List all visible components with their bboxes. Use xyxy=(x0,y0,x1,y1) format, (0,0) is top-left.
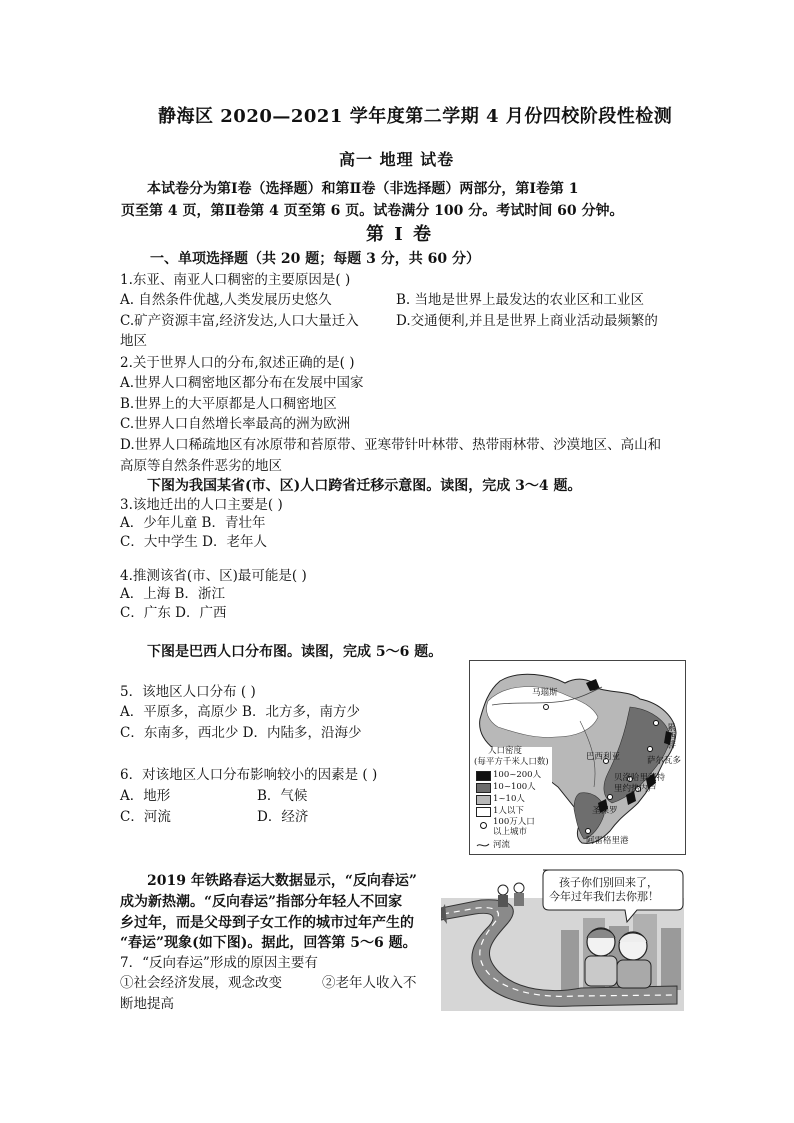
brazil-population-map xyxy=(469,660,686,855)
passage-line-3: 乡过年，而是父母到子女工作的城市过年产生的 xyxy=(120,915,414,931)
cartoon-speech-line-2: 今年过年我们去你那！ xyxy=(549,890,659,903)
exam-subtitle: 高一 地理 试卷 xyxy=(339,150,455,169)
q6-option-b: B．气候 xyxy=(257,788,308,804)
label-sao-paulo: 圣保罗 xyxy=(592,806,618,816)
q7-option-2-cont: 断地提高 xyxy=(120,996,174,1012)
legend-swatch-light xyxy=(476,795,491,805)
q3-options-ab: A．少年儿童 B．青壮年 xyxy=(120,515,266,531)
legend-city-icon xyxy=(480,822,487,829)
legend-medium: 10~100人 xyxy=(493,782,536,792)
q4-options-cd: C．广东 D．广西 xyxy=(120,605,227,621)
reverse-spring-migration-cartoon xyxy=(441,868,684,1011)
q7-stem: 7．“反向春运”形成的原因主要有 xyxy=(120,955,318,971)
legend-river-icon xyxy=(476,841,490,849)
legend-title-unit: (每平方千米人口数) xyxy=(474,757,549,767)
q1-option-a: A. 自然条件优越,人类发展历史悠久 xyxy=(120,292,332,308)
lead-q5-q6: 下图是巴西人口分布图。读图，完成 5～6 题。 xyxy=(147,644,443,660)
q6-option-d: D．经济 xyxy=(257,809,309,825)
legend-light: 1~10人 xyxy=(493,794,525,804)
q6-option-c: C．河流 xyxy=(120,809,171,825)
q3-stem: 3.该地迁出的人口主要是( ) xyxy=(120,497,283,513)
q2-option-d: D.世界人口稀疏地区有冰原带和苔原带、亚寒带针叶林带、热带雨林带、沙漠地区、高山和 xyxy=(120,437,662,453)
legend-swatch-sparse xyxy=(476,807,491,817)
label-manaus: 马瑙斯 xyxy=(532,688,558,698)
q4-stem: 4.推测该省(市、区)最可能是( ) xyxy=(120,568,307,584)
q1-option-d-cont: 地区 xyxy=(120,333,147,349)
q2-option-c: C.世界人口自然增长率最高的洲为欧洲 xyxy=(120,416,351,432)
q5-options-ab: A．平原多，高原少 B．北方多，南方少 xyxy=(120,704,360,720)
q1-option-d: D.交通便利,并且是世界上商业活动最频繁的 xyxy=(396,313,658,329)
label-salvador: 萨尔瓦多 xyxy=(647,756,682,766)
exam-title: 静海区 2020—2021 学年度第二学期 4 月份四校阶段性检测 xyxy=(158,106,673,127)
intro-line-1: 本试卷分为第Ⅰ卷（选择题）和第Ⅱ卷（非选择题）两部分，第Ⅰ卷第 1 xyxy=(147,181,579,197)
q2-option-d-cont: 高原等自然条件恶劣的地区 xyxy=(120,458,282,474)
q7-option-2: ②老年人收入不 xyxy=(322,975,417,991)
label-belo-horizonte: 贝洛哈里藏特 xyxy=(614,773,666,783)
q2-option-b: B.世界上的大平原都是人口稠密地区 xyxy=(120,396,337,412)
q1-option-b: B. 当地是世界上最发达的农业区和工业区 xyxy=(396,292,645,308)
legend-swatch-dense xyxy=(476,771,491,781)
map-legend xyxy=(474,747,552,851)
legend-title: 人口密度 xyxy=(488,746,523,756)
legend-river: 河流 xyxy=(493,840,511,850)
passage-line-4: “春运”现象(如下图)。据此，回答第 5～6 题。 xyxy=(120,935,417,951)
q2-stem: 2.关于世界人口的分布,叙述正确的是( ) xyxy=(120,355,355,371)
section-heading: 一、单项选择题（共 20 题；每题 3 分，共 60 分） xyxy=(150,251,480,267)
q5-options-cd: C．东南多，西北少 D．内陆多，沿海少 xyxy=(120,725,362,741)
q1-option-c: C.矿产资源丰富,经济发达,人口大量迁入 xyxy=(120,313,359,329)
label-brasilia: 巴西利亚 xyxy=(586,752,621,762)
passage-line-1: 2019 年铁路春运大数据显示，“反向春运” xyxy=(147,873,417,889)
intro-line-2: 页至第 4 页，第Ⅱ卷第 4 页至第 6 页。试卷满分 100 分。考试时间 60 分钟。 xyxy=(121,203,624,219)
q6-option-a: A．地形 xyxy=(120,788,171,804)
q3-options-cd: C．大中学生 D．老年人 xyxy=(120,534,267,550)
q5-stem: 5．该地区人口分布 ( ) xyxy=(120,684,256,700)
legend-city-cont: 以上城市 xyxy=(493,827,528,837)
legend-sparse: 1人以下 xyxy=(493,806,524,816)
q6-stem: 6．对该地区人口分布影响较小的因素是 ( ) xyxy=(120,767,378,783)
q2-option-a: A.世界人口稠密地区都分布在发展中国家 xyxy=(120,375,364,391)
label-rio: 里约热内卢 xyxy=(614,784,657,794)
q4-options-ab: A．上海 B．浙江 xyxy=(120,586,225,602)
legend-dense: 100~200人 xyxy=(493,770,542,780)
label-porto-alegre: 阿雷格里港 xyxy=(586,836,629,846)
lead-q3-q4: 下图为我国某省(市、区)人口跨省迁移示意图。读图，完成 3～4 题。 xyxy=(147,478,582,494)
legend-swatch-medium xyxy=(476,783,491,793)
part-heading: 第 Ⅰ 卷 xyxy=(366,224,433,245)
legend-city: 100万人口 xyxy=(493,817,535,827)
passage-line-2: 成为新热潮。“反向春运”指部分年轻人不回家 xyxy=(120,894,403,910)
cartoon-speech-line-1: 孩子你们别回来了， xyxy=(559,876,658,889)
q1-stem: 1.东亚、南亚人口稠密的主要原因是( ) xyxy=(120,272,351,288)
label-recife: 累西腓 xyxy=(665,723,676,749)
q7-option-1: ①社会经济发展，观念改变 xyxy=(120,975,282,991)
